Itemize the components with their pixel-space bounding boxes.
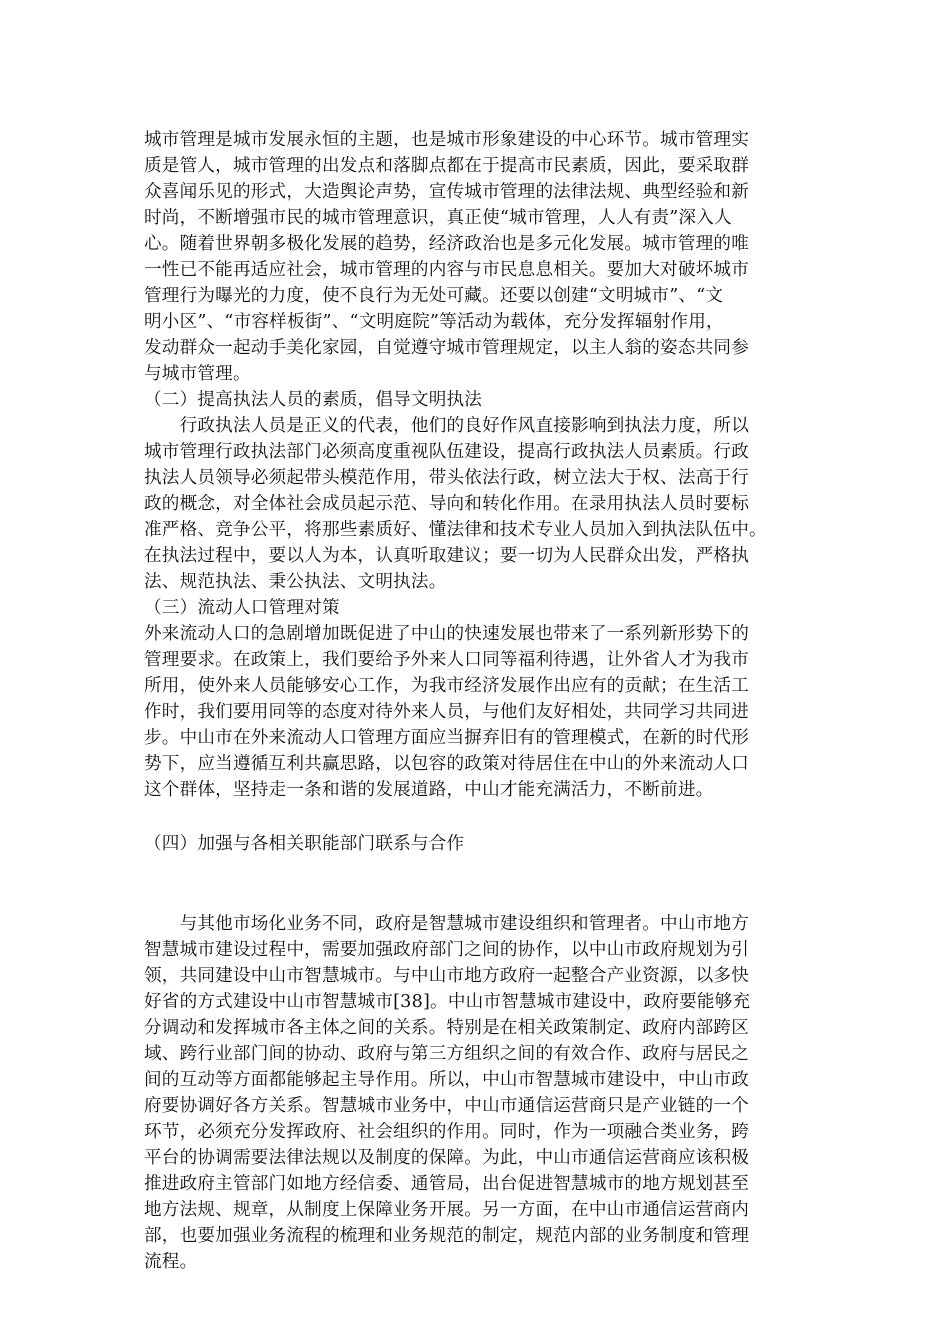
text-line: 域、跨行业部门间的协动、政府与第三方组织之间的有效合作、政府与居民之 xyxy=(144,1044,749,1064)
text-line: 与其他市场化业务不同，政府是智慧城市建设组织和管理者。中山市地方 xyxy=(144,914,749,934)
text-line: 在执法过程中，要以人为本，认真听取建议；要一切为人民群众出发，严格执 xyxy=(144,546,749,566)
text-line: 地方法规、规章，从制度上保障业务开展。另一方面，在中山市通信运营商内 xyxy=(144,1200,749,1220)
section-heading-3: （三）流动人口管理对策 xyxy=(144,598,340,618)
text-line: 这个群体，坚持走一条和谐的发展道路，中山才能充满活力，不断前进。 xyxy=(144,780,714,800)
text-line: 部，也要加强业务流程的梳理和业务规范的制定，规范内部的业务制度和管理 xyxy=(144,1226,749,1246)
text-line: 众喜闻乐见的形式，大造舆论声势，宣传城市管理的法律法规、典型经验和新 xyxy=(144,182,749,202)
text-line: 好省的方式建设中山市智慧城市[38]。中山市智慧城市建设中，政府要能够充 xyxy=(144,992,751,1012)
text-line: 平台的协调需要法律法规以及制度的保障。为此，中山市通信运营商应该积极 xyxy=(144,1148,749,1168)
text-line: 城市管理是城市发展永恒的主题，也是城市形象建设的中心环节。城市管理实 xyxy=(144,130,749,150)
text-line: 管理要求。在政策上，我们要给予外来人口同等福利待遇，让外省人才为我市 xyxy=(144,650,749,670)
paragraph-migrant-population xyxy=(144,621,810,803)
text-line: 法、规范执法、秉公执法、文明执法。 xyxy=(144,572,447,592)
text-line: 推进政府主管部门如地方经信委、通管局，出台促进智慧城市的地方规划甚至 xyxy=(144,1174,749,1194)
text-line: 行政执法人员是正义的代表，他们的良好作风直接影响到执法力度，所以 xyxy=(144,416,749,436)
section-heading-2: （二）提高执法人员的素质，倡导文明执法 xyxy=(144,390,483,410)
text-line: 智慧城市建设过程中，需要加强政府部门之间的协作，以中山市政府规划为引 xyxy=(144,940,749,960)
document-page xyxy=(144,127,810,1275)
text-line: 政的概念，对全体社会成员起示范、导向和转化作用。在录用执法人员时要标 xyxy=(144,494,749,514)
spacer xyxy=(144,803,810,831)
text-line: 执法人员领导必须起带头模范作用，带头依法行政，树立法大于权、法高于行 xyxy=(144,468,749,488)
text-line: 准严格、竞争公平，将那些素质好、懂法律和技术专业人员加入到执法队伍中。 xyxy=(144,520,767,540)
text-line: 领，共同建设中山市智慧城市。与中山市地方政府一起整合产业资源，以多快 xyxy=(144,966,749,986)
text-line: 流程。 xyxy=(144,1252,198,1272)
text-line: 时尚，不断增强市民的城市管理意识，真正使“城市管理，人人有责”深入人 xyxy=(144,208,732,228)
text-line: 质是管人，城市管理的出发点和落脚点都在于提高市民素质，因此，要采取群 xyxy=(144,156,749,176)
text-line: 城市管理行政执法部门必须高度重视队伍建设，提高行政执法人员素质。行政 xyxy=(144,442,749,462)
text-line: 作时，我们要用同等的态度对待外来人员，与他们友好相处，共同学习共同进 xyxy=(144,702,749,722)
text-line: 心。随着世界朝多极化发展的趋势，经济政治也是多元化发展。城市管理的唯 xyxy=(144,234,749,254)
text-line: 间的互动等方面都能够起主导作用。所以，中山市智慧城市建设中，中山市政 xyxy=(144,1070,749,1090)
text-line: 明小区”、“市容样板街”、“文明庭院”等活动为载体，充分发挥辐射作用， xyxy=(144,312,724,332)
text-line: 外来流动人口的急剧增加既促进了中山的快速发展也带来了一系列新形势下的 xyxy=(144,624,749,644)
text-line: 与城市管理。 xyxy=(144,364,251,384)
text-line: 势下，应当遵循互利共赢思路，以包容的政策对待居住在中山的外来流动人口 xyxy=(144,754,749,774)
section-heading-4: （四）加强与各相关职能部门联系与合作 xyxy=(144,834,465,854)
paragraph-urban-management xyxy=(144,127,810,387)
text-line: 环节，必须充分发挥政府、社会组织的作用。同时，作为一项融合类业务，跨 xyxy=(144,1122,749,1142)
text-line: 发动群众一起动手美化家园，自觉遵守城市管理规定，以主人翁的姿态共同参 xyxy=(144,338,749,358)
text-line: 府要协调好各方关系。智慧城市业务中，中山市通信运营商只是产业链的一个 xyxy=(144,1096,749,1116)
spacer xyxy=(144,857,810,911)
text-line: 分调动和发挥城市各主体之间的关系。特别是在相关政策制定、政府内部跨区 xyxy=(144,1018,749,1038)
text-line: 管理行为曝光的力度，使不良行为无处可藏。还要以创建“文明城市”、“文 xyxy=(144,286,724,306)
text-line: 一性已不能再适应社会，城市管理的内容与市民息息相关。要加大对破坏城市 xyxy=(144,260,749,280)
text-line: 所用，使外来人员能够安心工作，为我市经济发展作出应有的贡献；在生活工 xyxy=(144,676,749,696)
paragraph-smart-city xyxy=(144,911,810,1275)
text-line: 步。中山市在外来流动人口管理方面应当摒弃旧有的管理模式，在新的时代形 xyxy=(144,728,749,748)
paragraph-law-enforcement xyxy=(144,413,810,595)
